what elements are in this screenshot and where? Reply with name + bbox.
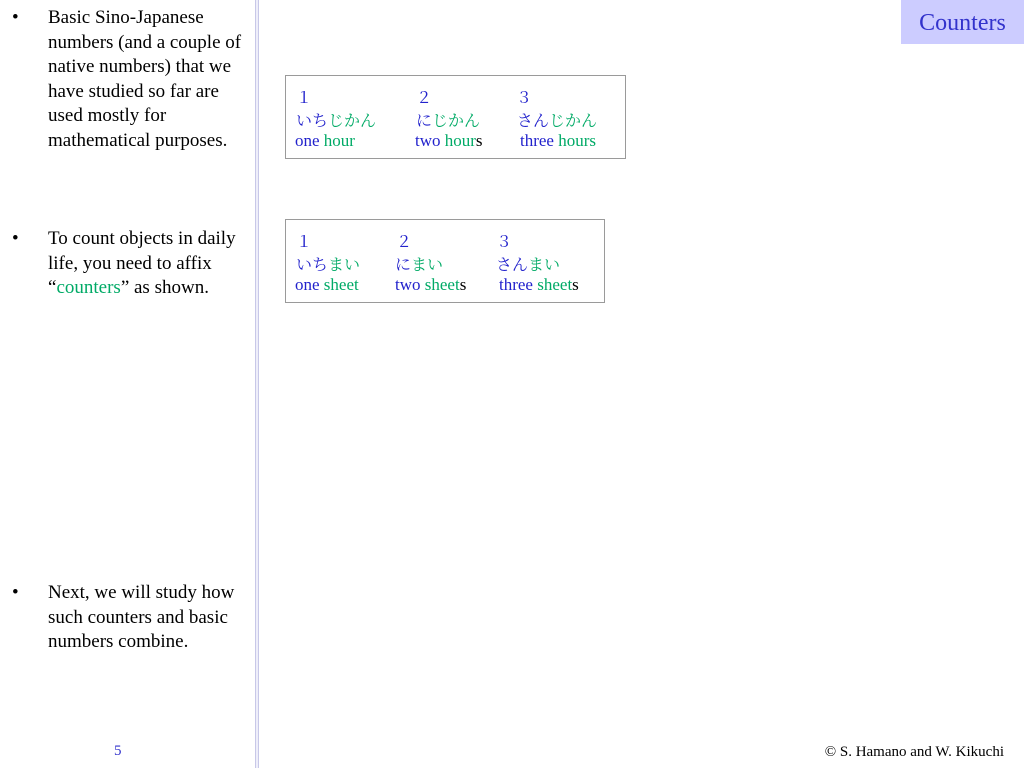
english-three-sheets: three sheets: [499, 275, 579, 294]
number-2: ２: [396, 232, 413, 251]
sheets-table: [285, 219, 605, 303]
bullet-text: Basic Sino-Japanese numbers (and a couple of native numbers) that we have studied so far are used mostly for mathematical purposes.: [48, 7, 242, 151]
copyright: © S. Hamano and W. Kikuchi: [824, 744, 1004, 760]
kana-san-mai: さんまい: [496, 255, 561, 274]
english-one-sheet: one sheet: [295, 275, 359, 294]
bullet-dot: •: [12, 582, 19, 603]
bullet-counters: [12, 227, 248, 301]
kana-ichi-jikan: いちじかん: [296, 111, 377, 130]
bullet-text: Next, we will study how such counters and basic numbers combine.: [48, 582, 235, 652]
bullet-text-post: ” as shown.: [120, 277, 209, 298]
number-2: ２: [416, 88, 433, 107]
number-3: ３: [516, 88, 533, 107]
kana-san-jikan: さんじかん: [517, 111, 598, 130]
number-1: １: [296, 88, 313, 107]
vertical-divider: [255, 0, 259, 768]
english-two-sheets: two sheets: [395, 275, 467, 294]
bullet-dot: •: [12, 7, 19, 28]
number-1: １: [296, 232, 313, 251]
counters-highlight: counters: [56, 277, 121, 298]
bullet-next: [12, 581, 248, 655]
english-one-hour: one hour: [295, 131, 355, 150]
hours-table: [285, 75, 626, 159]
page-number: 5: [114, 743, 122, 759]
kana-ni-jikan: にじかん: [416, 111, 481, 130]
bullet-dot: •: [12, 228, 19, 249]
english-three-hours: three hours: [520, 131, 597, 150]
kana-ichi-mai: いちまい: [296, 255, 361, 274]
slide-title: Counters: [901, 0, 1024, 44]
left-sidebar: [0, 0, 255, 768]
kana-ni-mai: にまい: [395, 255, 444, 274]
number-3: ３: [496, 232, 513, 251]
english-two-hours: two hours: [415, 131, 483, 150]
bullet-basic-numbers: [12, 6, 248, 153]
bullet-text-pre: To count objects in daily life, you need to affix “: [48, 228, 236, 298]
bullet-text: [48, 227, 248, 301]
